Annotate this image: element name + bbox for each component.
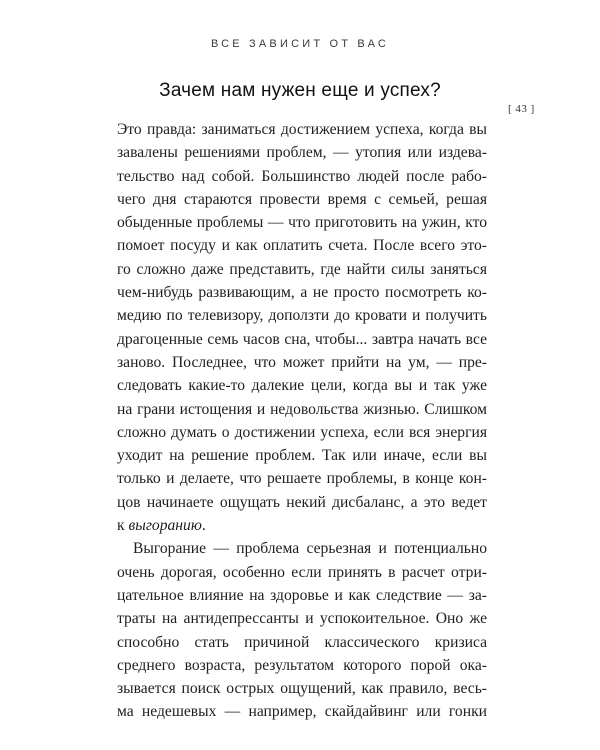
text-fragment: к <box>117 517 129 535</box>
text-line: Это правда: заниматься достижением успеха, когда вы <box>117 121 487 138</box>
text-line: Выгорание — проблема серьезная и потенциально <box>133 540 487 558</box>
chapter-title: Зачем нам нужен еще и успех? <box>159 80 441 101</box>
text-line: только и делаете, что решаете проблемы, в конце кон- <box>117 470 487 488</box>
text-line: ма недешевых — например, скайдайвинг или гонки <box>117 703 487 721</box>
running-head: ВСЕ ЗАВИСИТ ОТ ВАС <box>210 38 390 50</box>
text-line: чем-нибудь развивающим, а не просто посмотреть ко- <box>117 284 487 302</box>
text-line: траты на антидепрессанты и успокоительное. Оно же <box>117 610 487 628</box>
text-line: сложно думать о достижении успеха, если вся энергия <box>117 423 487 441</box>
text-line: способно стать причиной классического кризиса <box>117 633 487 651</box>
emphasized-term: выгоранию <box>128 517 202 535</box>
text-line: драгоценные семь часов сна, чтобы... завтра начать все <box>117 330 487 348</box>
text-line: завалены решениями проблем, — утопия или издева- <box>117 144 487 162</box>
text-line: очень дорогая, особенно если принять в расчет отри- <box>117 563 487 581</box>
text-line: помоет посуду и как оплатить счета. После всего это- <box>117 237 487 255</box>
text-line: чего дня стараются провести время с семьей, решая <box>117 190 487 208</box>
text-line: среднего возраста, результатом которого порой ока- <box>117 656 487 674</box>
text-line: цов начинаете ощущать некий дисбаланс, а это ведет <box>117 493 487 511</box>
text-line: заново. Последнее, что может прийти на ум, — пре- <box>117 353 487 371</box>
paragraph-last-line <box>117 514 487 537</box>
text-line: следовать какие-то далекие цели, когда вы и так уже <box>117 377 487 395</box>
text-line: тельство над собой. Большинство людей после рабо- <box>117 167 487 185</box>
text-line: уходит на решение проблем. Так или иначе, если вы <box>117 447 487 465</box>
text-line: обыденные проблемы — что приготовить на ужин, кто <box>117 214 487 232</box>
page-number: [ 43 ] <box>508 103 535 115</box>
body-text <box>117 118 487 724</box>
text-line: цательное влияние на здоровье и как следствие — за- <box>117 586 487 604</box>
text-line: на грани истощения и недовольства жизнью. Слишком <box>117 400 487 418</box>
text-line: зывается поиск острых ощущений, как правило, весь- <box>117 680 487 698</box>
text-line: медию по телевизору, доползти до кровати и получить <box>117 307 487 325</box>
text-line: го сложно даже представить, где найти силы заняться <box>117 260 487 278</box>
text-fragment: . <box>201 517 206 535</box>
